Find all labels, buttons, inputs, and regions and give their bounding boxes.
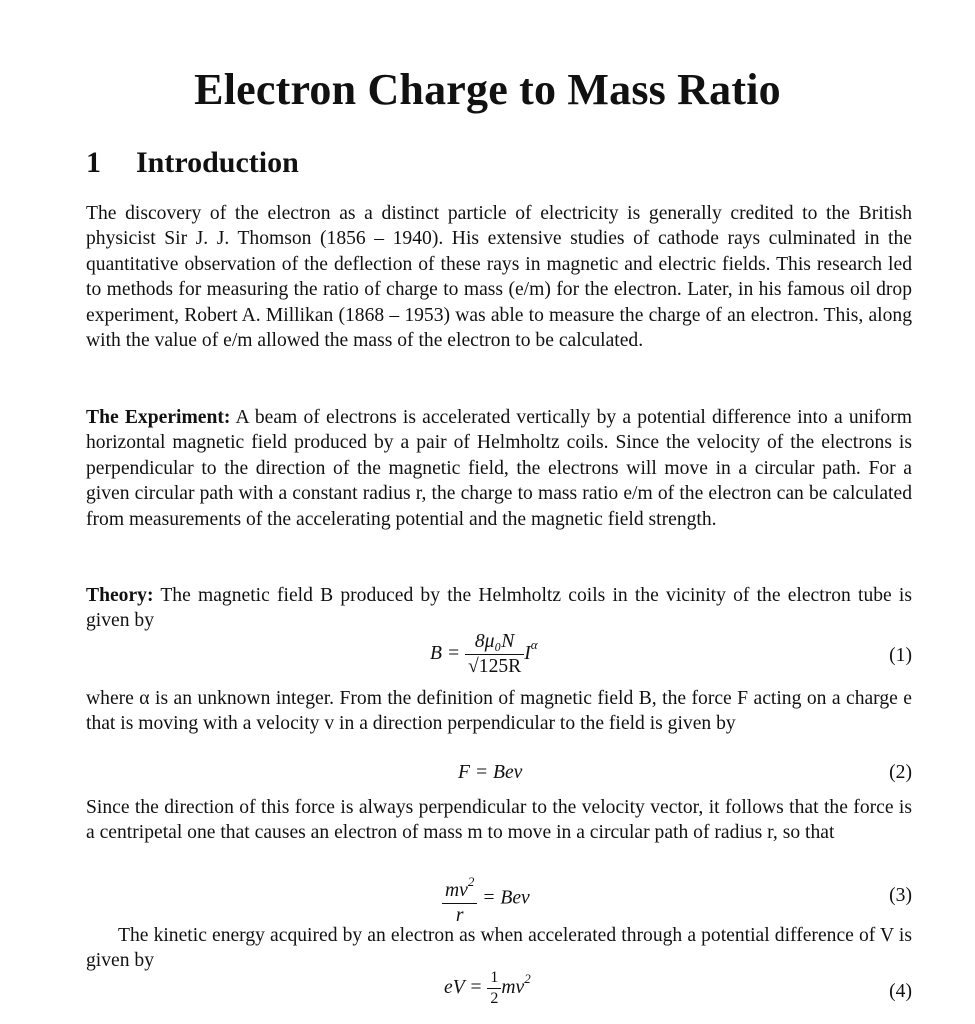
equation-1 bbox=[86, 630, 912, 686]
equation-1-denominator-text: 125R bbox=[478, 656, 522, 677]
equation-1-numerator: 8μ₀N bbox=[474, 631, 515, 652]
equation-4-tail: mv bbox=[501, 977, 525, 998]
equation-1-label: (1) bbox=[889, 645, 912, 666]
equation-1-lhs: B = bbox=[430, 643, 461, 664]
equation-4-numerator: 1 bbox=[490, 969, 499, 986]
section-heading bbox=[86, 140, 299, 186]
experiment-paragraph bbox=[86, 405, 912, 532]
experiment-lead: The Experiment: bbox=[86, 407, 231, 428]
equation-4-denominator: 2 bbox=[487, 988, 501, 1009]
equation-2-body: F = Bev bbox=[458, 762, 523, 783]
equation-4-lhs: eV = bbox=[444, 977, 483, 998]
equation-3-fraction bbox=[442, 870, 477, 928]
after-eq2-paragraph: Since the direction of this force is always perpendicular to the velocity vector, it follows that the force is a centripetal one that causes an electron of mass m to move in a circular path of radius r, so that bbox=[86, 797, 912, 844]
equation-1-denominator bbox=[465, 654, 524, 679]
section-title: Introduction bbox=[136, 146, 299, 179]
equation-3-numerator-text: mv bbox=[445, 880, 468, 901]
equation-3-label: (3) bbox=[889, 885, 912, 906]
equation-3-sup: 2 bbox=[467, 874, 475, 889]
equation-4 bbox=[86, 968, 912, 1024]
document-title: Electron Charge to Mass Ratio bbox=[194, 65, 781, 114]
equation-3-rhs: = Bev bbox=[482, 887, 530, 909]
sqrt-symbol: √ bbox=[468, 656, 479, 677]
equation-1-body bbox=[430, 630, 538, 679]
equation-1-fraction bbox=[465, 630, 524, 679]
equation-4-sup: 2 bbox=[524, 971, 531, 986]
after-eq1-paragraph: where α is an unknown integer. From the definition of magnetic field B, the force F acting on a charge e that is moving with a velocity v in a direction perpendicular to the field is given by bbox=[86, 688, 912, 735]
equation-3-denominator: r bbox=[442, 903, 477, 928]
equation-3 bbox=[86, 870, 912, 926]
equation-4-body bbox=[444, 968, 531, 1009]
after-eq3-paragraph: The kinetic energy acquired by an electron as when accelerated through a potential difference of V is given by bbox=[86, 925, 912, 972]
intro-paragraph: The discovery of the electron as a distinct particle of electricity is generally credited to the British physicist Sir J. J. Thomson (1856 – 1940). His extensive studies of cathode rays culminated in the quantitative observation of the deflection of these rays in magnetic and electric fields. This research led to methods for measuring the ratio of charge to mass (e/m) for the electron. Later, in his famous oil drop experiment, Robert A. Millikan (1868 – 1953) was able to measure the charge of an electron. This, along with the value of e/m allowed the mass of the electron to be calculated. bbox=[86, 203, 912, 352]
theory-paragraph bbox=[86, 583, 912, 634]
section-number: 1 bbox=[86, 146, 101, 179]
experiment-text: A beam of electrons is accelerated vertically by a potential difference into a uniform horizontal magnetic field produced by a pair of Helmholtz coils. Since the velocity of the electrons is perpendicular to the direction of the magnetic field, the electrons will move in a circular path. For a given circular path with a constant radius r, the charge to mass ratio e/m of the electron can be calculated from measurements of the accelerating potential and the magnetic field strength. bbox=[86, 407, 912, 530]
equation-3-numerator bbox=[442, 870, 477, 903]
equation-4-label: (4) bbox=[889, 981, 912, 1002]
equation-3-body bbox=[442, 870, 530, 928]
equation-2 bbox=[86, 762, 912, 788]
equation-1-sup: α bbox=[530, 637, 538, 652]
equation-1-tail: I bbox=[524, 643, 531, 664]
equation-2-label: (2) bbox=[889, 762, 912, 783]
theory-text: The magnetic field B produced by the Helmholtz coils in the vicinity of the electron tube is given by bbox=[86, 585, 912, 632]
equation-4-fraction bbox=[487, 968, 501, 1009]
theory-lead: Theory: bbox=[86, 585, 154, 606]
